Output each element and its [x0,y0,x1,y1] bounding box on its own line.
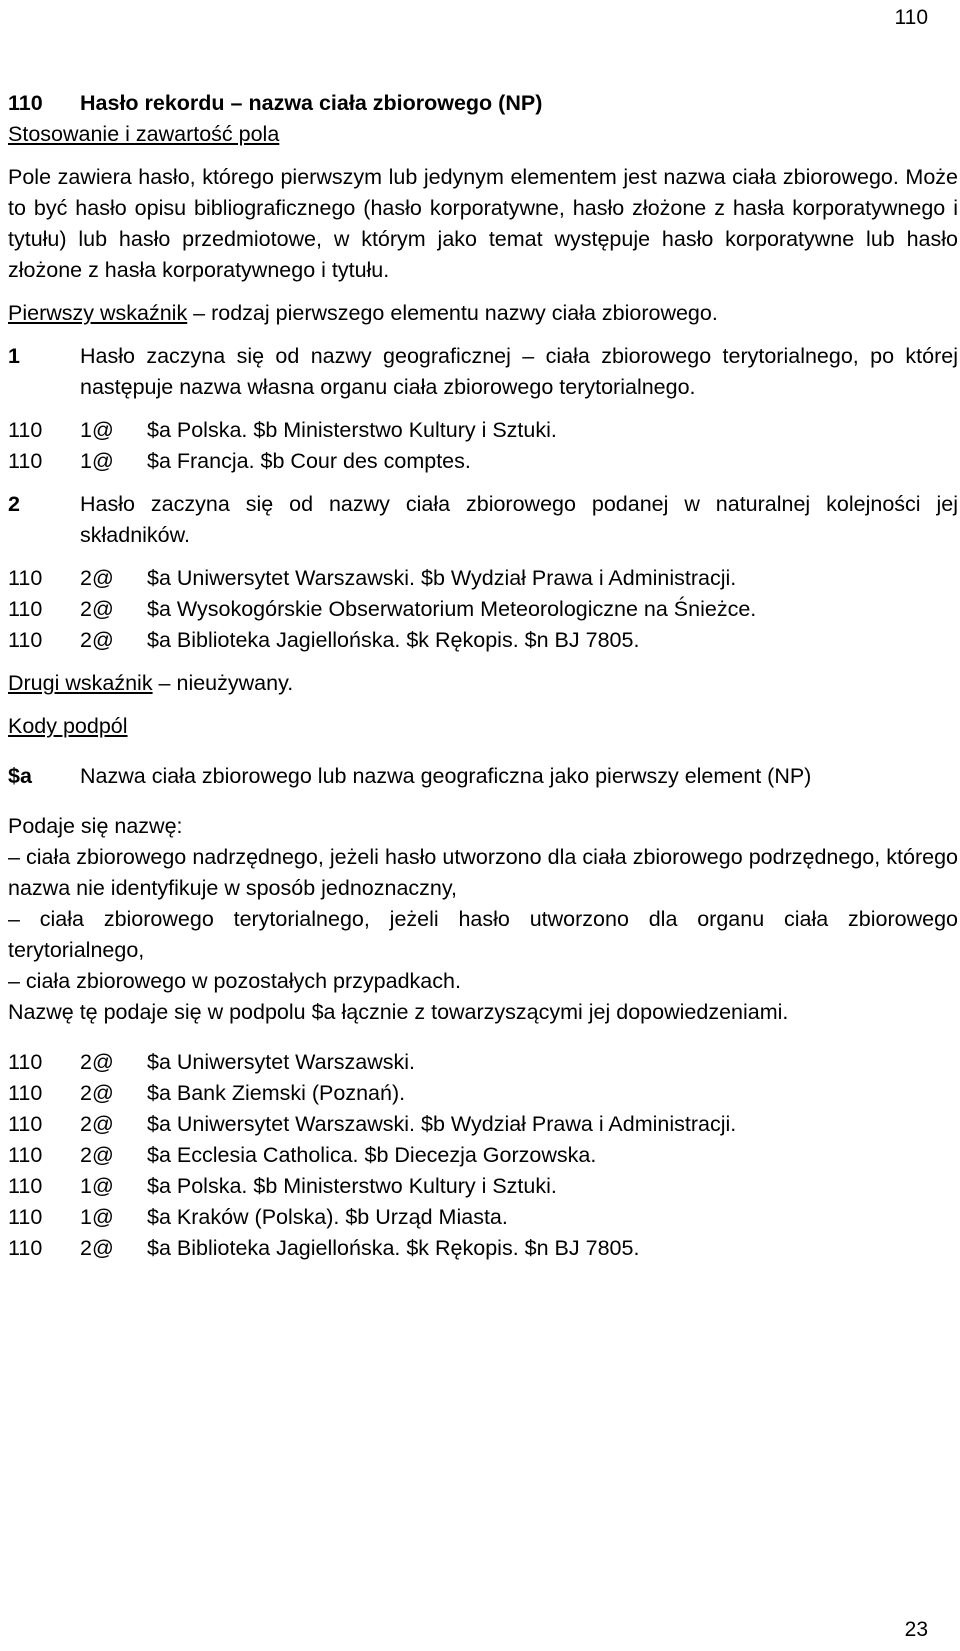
example-indicators: 2@ [80,566,114,590]
example-tag: 110 [8,597,43,621]
document-content [8,88,958,1264]
example-indicators: 2@ [80,1050,114,1074]
example-tag: 110 [8,1081,43,1105]
indicator-1-code: 1 [8,344,20,368]
section-title-text: Hasło rekordu – nazwa ciała zbiorowego (NP) [80,91,543,115]
example-value: $a Kraków (Polska). $b Urząd Miasta. [147,1205,508,1229]
footer-page-number: 23 [904,1618,928,1641]
example-value: $a Biblioteka Jagiellońska. $k Rękopis. $n BJ 7805. [147,628,640,652]
name-note: Nazwę tę podaje się w podpolu $a łącznie z towarzyszącymi jej dopowiedzeniami. [8,1000,789,1024]
example-row [8,563,958,594]
example-indicators: 1@ [80,418,114,442]
final-examples [8,1047,958,1264]
example-value: $a Uniwersytet Warszawski. $b Wydział Prawa i Administracji. [147,566,737,590]
name-item: – ciała zbiorowego w pozostałych przypadkach. [8,969,461,993]
example-value: $a Uniwersytet Warszawski. $b Wydział Prawa i Administracji. [147,1112,737,1136]
example-row [8,1047,958,1078]
example-indicators: 1@ [80,449,114,473]
example-tag: 110 [8,566,43,590]
example-value: $a Polska. $b Ministerstwo Kultury i Sztuki. [147,418,557,442]
example-row [8,1233,958,1264]
example-row [8,1078,958,1109]
example-tag: 110 [8,1143,43,1167]
header-page-number: 110 [894,6,928,29]
name-intro: Podaje się nazwę: [8,814,183,838]
example-indicators: 2@ [80,1143,114,1167]
example-row [8,1202,958,1233]
example-indicators: 2@ [80,628,114,652]
example-row [8,594,958,625]
usage-heading: Stosowanie i zawartość pola [8,122,280,146]
example-tag: 110 [8,1112,43,1136]
example-value: $a Polska. $b Ministerstwo Kultury i Sztuki. [147,1174,557,1198]
example-indicators: 2@ [80,1236,114,1260]
section-title [8,88,958,119]
name-item: – ciała zbiorowego nadrzędnego, jeżeli hasło utworzono dla ciała zbiorowego podrzędnego, którego nazwa nie identyfikuje w sposób jednoznaczny, [8,845,958,900]
example-row [8,1140,958,1171]
example-tag: 110 [8,418,43,442]
example-indicators: 2@ [80,597,114,621]
example-row [8,1171,958,1202]
first-indicator-label: Pierwszy wskaźnik [8,301,188,325]
first-indicator-text: – rodzaj pierwszego elementu nazwy ciała zbiorowego. [187,301,718,325]
name-item: – ciała zbiorowego terytorialnego, jeżeli hasło utworzono dla organu ciała zbiorowego terytorialnego, [8,907,958,962]
example-value: $a Ecclesia Catholica. $b Diecezja Gorzowska. [147,1143,597,1167]
indicator-1-text: Hasło zaczyna się od nazwy geograficznej – ciała zbiorowego terytorialnego, po której następuje nazwa własna organu ciała zbiorowego terytorialnego. [80,344,958,399]
example-value: $a Bank Ziemski (Poznań). [147,1081,406,1105]
example-tag: 110 [8,1205,43,1229]
example-value: $a Uniwersytet Warszawski. [147,1050,416,1074]
example-value: $a Wysokogórskie Obserwatorium Meteorologiczne na Śnieżce. [147,597,757,621]
example-tag: 110 [8,628,43,652]
indicator-2-examples [8,563,958,656]
example-row [8,415,958,446]
subfield-a-text: Nazwa ciała zbiorowego lub nazwa geograficzna jako pierwszy element (NP) [80,764,812,788]
first-indicator [8,298,958,329]
indicator-2-text: Hasło zaczyna się od nazwy ciała zbiorowego podanej w naturalnej kolejności jej składników. [80,492,958,547]
indicator-2-code: 2 [8,492,20,516]
example-indicators: 2@ [80,1112,114,1136]
example-tag: 110 [8,1050,43,1074]
second-indicator-label: Drugi wskaźnik [8,671,153,695]
usage-text: Pole zawiera hasło, którego pierwszym lub jedynym elementem jest nazwa ciała zbiorowego. Może to być hasło opisu bibliograficznego (hasło korporatywne, hasło złożone z hasła korporatywnego i tytułu) lub hasło przedmiotowe, w którym jako temat występuje hasło korporatywne lub hasło złożone z hasła korporatywnego i tytułu. [8,165,958,282]
indicator-1-definition [8,341,958,403]
example-indicators: 1@ [80,1205,114,1229]
example-value: $a Francja. $b Cour des comptes. [147,449,471,473]
section-title-number: 110 [8,91,43,115]
example-value: $a Biblioteka Jagiellońska. $k Rękopis. $n BJ 7805. [147,1236,640,1260]
example-tag: 110 [8,449,43,473]
example-row [8,1109,958,1140]
example-tag: 110 [8,1174,43,1198]
second-indicator-text: – nieużywany. [152,671,294,695]
example-tag: 110 [8,1236,43,1260]
second-indicator [8,668,958,699]
subfield-a-code: $a [8,764,32,788]
example-indicators: 1@ [80,1174,114,1198]
example-indicators: 2@ [80,1081,114,1105]
subfield-a-definition [8,761,958,792]
subfields-heading: Kody podpól [8,714,128,738]
example-row [8,446,958,477]
example-row [8,625,958,656]
indicator-2-definition [8,489,958,551]
indicator-1-examples [8,415,958,477]
